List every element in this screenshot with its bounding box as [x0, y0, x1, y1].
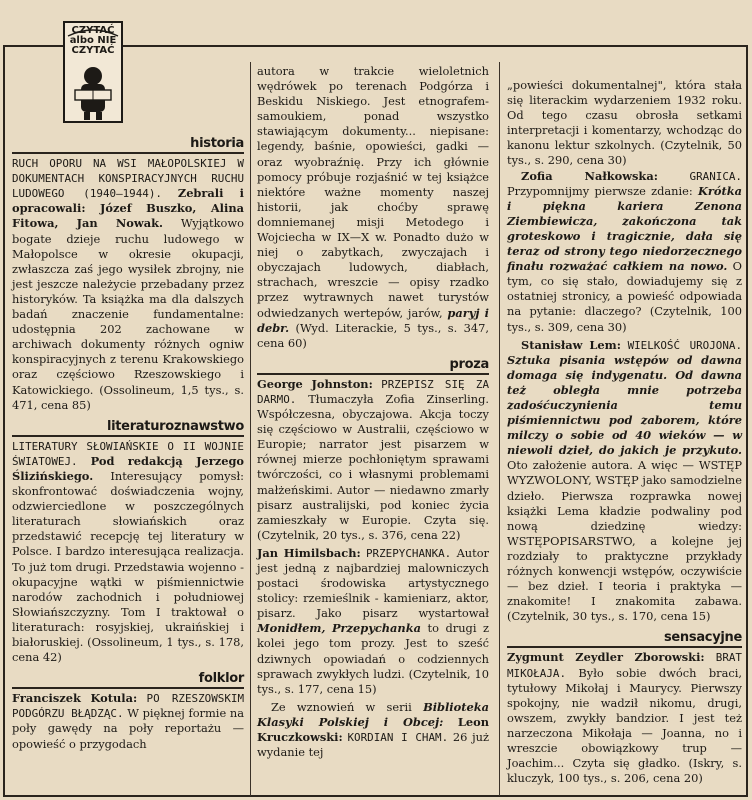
section-header-sensacyjne: sensacyjne: [507, 630, 742, 648]
review-zborowski: Zygmunt Zeydler Zborowski: BRAT MIKOŁAJA. Było sobie dwóch braci, tytułowy Mikołaj i Maurycy. Pierwszy spokojny, nie wadził nikomu, drugi, owszem, zwykły bandzior. I jest też narzeczona Mikołaja — Joanna, no i wreszcie obowiązkowy trup — Joachim... Czyta się gładko. (Iskry, s. kluczyk, 100 tys., s. 206, cena 20): [507, 650, 743, 786]
review-text: Interesujący pomysł: skonfrontować doświadczenia wojny, odzwierciedlone w poszczególnych literaturach słowiańskich oraz przedstawić recepcję tej literatury w Polsce. I bardzo interesująca realizacja. To już tom drugi. Przedstawia wojenno - okupacyjne wątki w piśmiennictwie narodów zachodnich i południowej Słowiańszczyzny. Tom I traktował o literaturach: rosyjskiej, ukraińskiej i białoruskiej. (Ossolineum, 1 tys., s. 178, cena 42): [12, 468, 244, 665]
review-literatury-slowianskie: [12, 439, 244, 665]
review-johnston: [257, 377, 489, 543]
book-author: Zofia Nałkowska:: [521, 168, 658, 183]
book-editors: Zebrali i opracowali: Józef Buszko, Alina Fitowa, Jan Nowak.: [12, 186, 245, 231]
column-1: [12, 136, 245, 794]
book-author: George Johnston:: [257, 376, 373, 391]
book-title: PO RZESZOWSKIM PODGÓRZU BŁĄDZĄC.: [12, 692, 244, 721]
section-header-historia: historia: [12, 136, 244, 154]
book-editor: Pod redakcją Jerzego Ślizińskiego.: [12, 453, 245, 483]
section-header-proza: proza: [257, 357, 489, 375]
review-kotula-continued: autora w trakcie wieloletnich wędrówek po terenach Podgórza i Beskidu Niskiego. Jest etnografem-samoukiem, ponad wszystko stawiającym dokumenty... niepisane: legendy, baśnie, opowieści, gadki — oraz wyobraźnię. Przy ich głównie pomocy próbuje rozjaśnić w tej książce niektóre ważne momenty naszej historii, jak choćby sprawę domniemanej misji Metodego i Wojciecha w IX—X w. Ponadto dużo w niej o zabytkach, zwyczajach i obyczajach ludowych, diabłach, strachach, wreszcie — opisy rzadko przez wytrawnych nawet turystów odwiedzanych wertepów, jarów, paryj i debr. (Wyd. Literackie, 5 tys., s. 347, cena 60): [257, 64, 489, 350]
book-author: Jan Himilsbach:: [257, 545, 361, 560]
review-kruczkowski: Ze wznowień w serii Biblioteka Klasyki Polskiej i Obcej: Leon Kruczkowski: KORDIAN I CHAM. 26 już wydanie tej: [257, 699, 490, 760]
book-title: RUCH OPORU NA WSI MAŁOPOLSKIEJ W DOKUMENTACH KONSPIRACYJNYCH RUCHU LUDOWEGO (1940—1944).: [12, 157, 244, 201]
review-himilsbach: Jan Himilsbach: PRZEPYCHANKA. Autor jest jedną z najbardziej malowniczych postaci środowiska artystycznego stolicy: rzemieślnik - kamieniarz, aktor, pisarz. Jako pisarz wystartował Monidłem, Przepychanka to drugi z kolei jego tom prozy. Jest to sześć dziwnych opowiadań o codziennych sprawach zwykłych ludzi. (Czytelnik, 10 tys., s. 177, cena 15): [257, 545, 490, 696]
review-ruch-oporu: [12, 156, 244, 413]
column-3: [507, 78, 742, 794]
column-rule: [499, 62, 500, 796]
czytac-logo: [62, 20, 124, 132]
book-author: Franciszek Kotula:: [12, 691, 138, 706]
book-title: LITERATURY SŁOWIAŃSKIE O II WOJNIE ŚWIATOWEJ.: [12, 439, 244, 468]
book-title: KORDIAN I CHAM.: [347, 731, 449, 745]
book-title: GRANICA.: [689, 169, 742, 183]
book-title: PRZEPISZ SIĘ ZA DARMO.: [257, 377, 489, 406]
review-text: W pięknej formie na poły gawędy na poły reportażu — opowieść o przygodach: [12, 706, 244, 751]
column-2: [257, 64, 489, 794]
book-author: Stanisław Lem:: [521, 337, 621, 352]
review-text: Tłumaczyła Zofia Zinserling. Współczesna, obyczajowa. Akcja toczy się częściowo w Australii, częściowo w Europie; narrator jest pisarzem w równej mierze pochłoniętym sprawami twórczości, co i własnymi problemami małżeńskimi. Autor — niedawno zmarły pisarz australijski, pod koniec życia zamieszkały w Europie. Czyta się. (Czytelnik, 20 tys., s. 376, cena 22): [257, 391, 489, 542]
section-header-literaturoznawstwo: literaturoznawstwo: [12, 419, 244, 437]
review-nalkowska: Zofia Nałkowska: GRANICA. Przypomnijmy pierwsze zdanie: Krótka i piękna kariera Zenona Ziembiewicza, zakończona tak groteskowo i tragicznie, dała się teraz od strony tego niedorzecznego finału rozważać całkiem na nowo. O tym, co się stało, dowiadujemy się z ostatniej stronicy, a powieść odpowiada na pytanie: dlaczego? (Czytelnik, 100 tys., s. 309, cena 30): [507, 168, 742, 334]
book-title: BRAT MIKOŁAJA.: [507, 651, 742, 680]
review-lem: Stanisław Lem: WIELKOŚĆ UROJONA. Sztuka pisania wstępów od dawna domaga się indygenatu. Od dawna też obległa mnie potrzeba zadośćuczynienia temu piśmiennictwu pod zaborem, które milczy o sobie od 40 wieków — w niewoli dzieł, do jakich je przykuto. Oto założenie autora. A więc — WSTĘP WYZWOLONY, WSTĘP jako samodzielne dzieło. Pierwsza rozprawka nowej książki Lema kładzie podwaliny pod nową dziedzinę wiedzy: WSTĘPOPISARSTWO, a kolejne jej rozdziały to praktyczne przykłady różnych konwencji wstępów, oczywiście — bez dzieł. I teoria i praktyka — znakomite! I znakomita zabawa. (Czytelnik, 30 tys., s. 170, cena 15): [507, 337, 743, 624]
review-kotula: [12, 691, 244, 751]
book-title: PRZEPYCHANKA.: [366, 546, 452, 560]
book-author: Leon Kruczkowski:: [257, 714, 489, 745]
column-rule: [250, 62, 251, 796]
book-author: Zygmunt Zeydler Zborowski:: [507, 650, 705, 665]
section-header-folklor: folklor: [12, 671, 244, 689]
book-title: WIELKOŚĆ UROJONA.: [627, 338, 743, 352]
review-kruczkowski-continued: „powieści dokumentalnej", która stała się literackim wydarzeniem 1932 roku. Od tego czasu obrosła setkami interpretacji i komentarzy, wchodząc do kanonu lektur szkolnych. (Czytelnik, 50 tys., s. 290, cena 30): [507, 78, 742, 168]
logo-text: CZYTAĆ albo NIE CZYTAĆ: [69, 25, 117, 56]
review-text: Wyjątkowo bogate dzieje ruchu ludowego w Małopolsce w okresie okupacji, zwłaszcza zaś jego wysiłek zbrojny, nie jest jeszcze należycie przebadany przez historyków. Ta książka ma dla dalszych badań znaczenie fundamentalne: udostępnia 202 zachowane w archiwach dokumenty różnych ogniw konspiracyjnych z terenu Krakowskiego oraz częściowo Rzeszowskiego i Katowickiego. (Ossolineum, 1,5 tys., s. 471, cena 85): [12, 216, 244, 412]
